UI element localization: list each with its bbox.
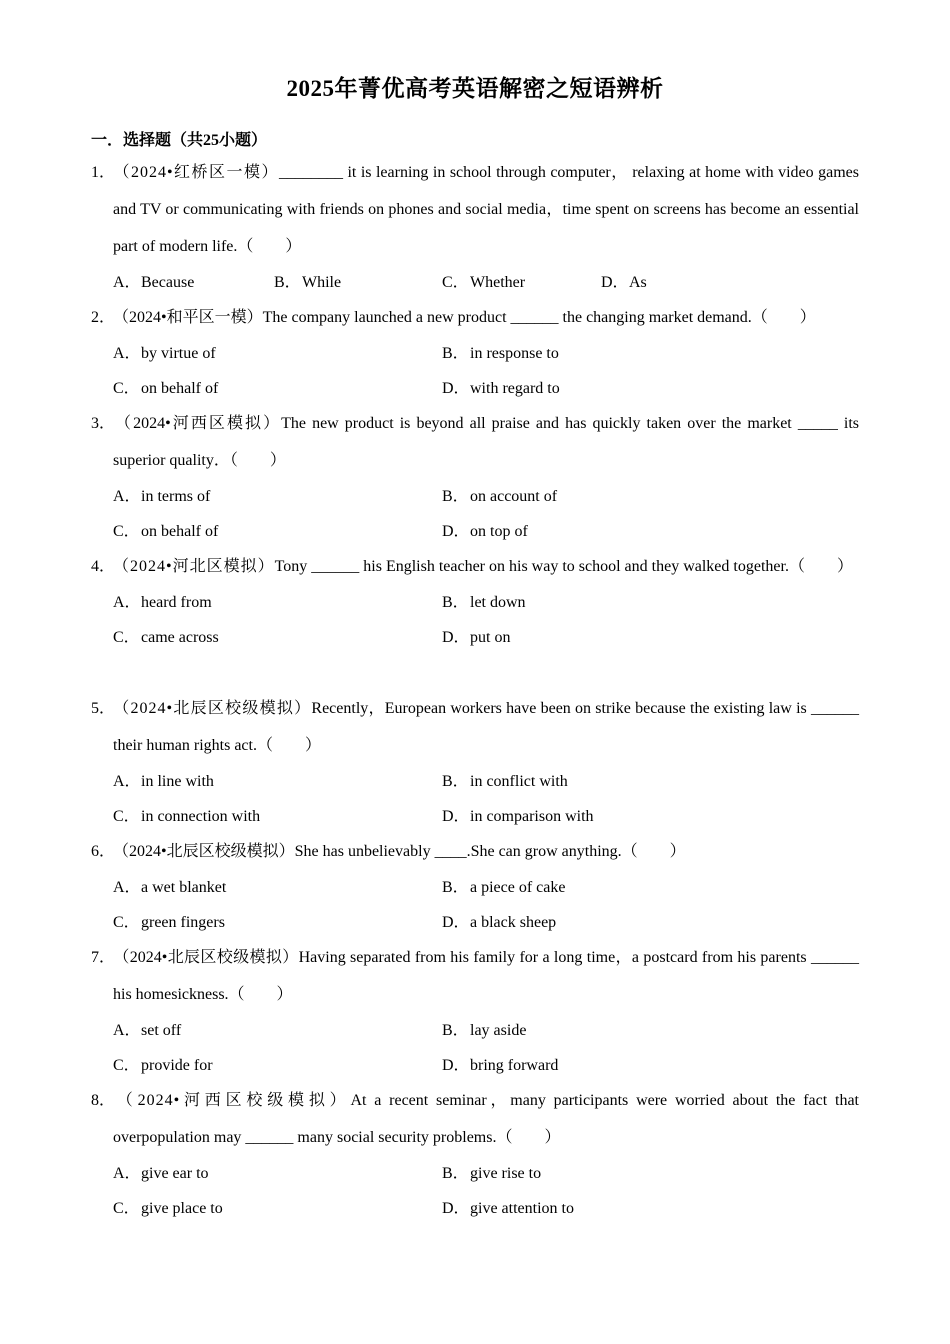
question-source: （2024•北辰区校级模拟） xyxy=(113,949,299,966)
question-source: （2024•河西区模拟） xyxy=(113,415,282,432)
option-d[interactable]: D．put on xyxy=(442,629,511,646)
option-c[interactable]: C．give place to xyxy=(113,1200,223,1217)
question-text: At a recent seminar，many participants were worried about the fact that overpopulation may ______ many social security problems.（ ） xyxy=(113,1092,859,1146)
question-source: （2024•河北区模拟） xyxy=(113,558,275,575)
question-source: （2024•北辰区校级模拟） xyxy=(113,700,312,717)
question-number: 7． xyxy=(91,949,116,966)
option-b[interactable]: B．on account of xyxy=(442,488,558,505)
options-row xyxy=(91,514,859,549)
question-number: 5． xyxy=(91,700,116,717)
options-row xyxy=(91,905,859,940)
options-row xyxy=(91,870,859,905)
question-stem xyxy=(91,299,859,336)
option-a[interactable]: A．a wet blanket xyxy=(113,879,227,896)
question-stem xyxy=(91,690,859,764)
question-source: （2024•红桥区一模） xyxy=(113,164,279,181)
question-1 xyxy=(91,154,859,300)
question-4 xyxy=(91,548,859,655)
option-c[interactable]: C．on behalf of xyxy=(113,380,219,397)
question-number: 1． xyxy=(91,164,116,181)
question-text: The new product is beyond all praise and has quickly taken over the market _____ its superior quality．（ ） xyxy=(113,415,859,469)
options-row xyxy=(91,799,859,834)
option-b[interactable]: B．in response to xyxy=(442,345,559,362)
options-row xyxy=(91,336,859,371)
question-stem xyxy=(91,548,859,585)
question-number: 6． xyxy=(91,843,116,860)
options-row xyxy=(91,265,859,300)
question-text: Recently，European workers have been on strike because the existing law is ______ their human rights act.（ ） xyxy=(113,700,859,754)
question-2 xyxy=(91,299,859,406)
option-c[interactable]: C．provide for xyxy=(113,1057,213,1074)
question-8 xyxy=(91,1082,859,1226)
question-number: 3． xyxy=(91,415,116,432)
option-c[interactable]: C．Whether xyxy=(442,274,526,291)
options-row xyxy=(91,585,859,620)
option-c[interactable]: C．in connection with xyxy=(113,808,261,825)
option-d[interactable]: D．in comparison with xyxy=(442,808,594,825)
option-d[interactable]: D．give attention to xyxy=(442,1200,574,1217)
option-a[interactable]: A．by virtue of xyxy=(113,345,216,362)
question-3 xyxy=(91,405,859,549)
option-b[interactable]: B．lay aside xyxy=(442,1022,527,1039)
question-stem xyxy=(91,405,859,479)
options-row xyxy=(91,1191,859,1226)
option-d[interactable]: D．As xyxy=(601,274,647,291)
option-c[interactable]: C．green fingers xyxy=(113,914,225,931)
section-heading: 一．选择题（共25小题） xyxy=(91,132,268,149)
option-b[interactable]: B．in conflict with xyxy=(442,773,568,790)
question-text: ________ it is learning in school through computer， relaxing at home with video games and TV or communicating with friends on phones and social media，time spent on screens has become an essential part of modern life.（ ） xyxy=(113,164,860,255)
question-text: Tony ______ his English teacher on his way to school and they walked together.（ ） xyxy=(274,558,853,575)
question-text: Having separated from his family for a long time，a postcard from his parents ______ his homesickness.（ ） xyxy=(113,949,859,1003)
options-row xyxy=(91,479,859,514)
question-number: 2． xyxy=(91,309,116,326)
option-c[interactable]: C．on behalf of xyxy=(113,523,219,540)
option-d[interactable]: D．a black sheep xyxy=(442,914,557,931)
option-b[interactable]: B．While xyxy=(274,274,342,291)
options-row xyxy=(91,1048,859,1083)
option-d[interactable]: D．bring forward xyxy=(442,1057,559,1074)
option-a[interactable]: A．in line with xyxy=(113,773,214,790)
option-b[interactable]: B．a piece of cake xyxy=(442,879,566,896)
question-source: （2024•北辰区校级模拟） xyxy=(113,843,295,860)
question-stem xyxy=(91,1082,859,1156)
question-number: 8． xyxy=(91,1092,116,1109)
question-stem xyxy=(91,154,859,265)
option-b[interactable]: B．give rise to xyxy=(442,1165,542,1182)
question-stem xyxy=(91,939,859,1013)
option-a[interactable]: A．Because xyxy=(113,274,195,291)
option-d[interactable]: D．on top of xyxy=(442,523,528,540)
options-row xyxy=(91,1156,859,1191)
question-6 xyxy=(91,833,859,940)
option-b[interactable]: B．let down xyxy=(442,594,526,611)
options-row xyxy=(91,764,859,799)
question-stem xyxy=(91,833,859,870)
question-source: （2024•河西区校级模拟） xyxy=(113,1092,351,1109)
question-number: 4． xyxy=(91,558,116,575)
question-text: The company launched a new product ______ the changing market demand.（ ） xyxy=(262,309,816,326)
page-title: 2025年菁优高考英语解密之短语辨析 xyxy=(286,76,664,101)
option-a[interactable]: A．in terms of xyxy=(113,488,211,505)
question-5 xyxy=(91,690,859,834)
options-row xyxy=(91,371,859,406)
options-row xyxy=(91,620,859,655)
option-a[interactable]: A．give ear to xyxy=(113,1165,209,1182)
question-source: （2024•和平区一模） xyxy=(113,309,263,326)
question-7 xyxy=(91,939,859,1083)
option-d[interactable]: D．with regard to xyxy=(442,380,560,397)
option-a[interactable]: A．set off xyxy=(113,1022,182,1039)
question-text: She has unbelievably ____.She can grow anything.（ ） xyxy=(294,843,686,860)
option-a[interactable]: A．heard from xyxy=(113,594,212,611)
options-row xyxy=(91,1013,859,1048)
option-c[interactable]: C．came across xyxy=(113,629,219,646)
